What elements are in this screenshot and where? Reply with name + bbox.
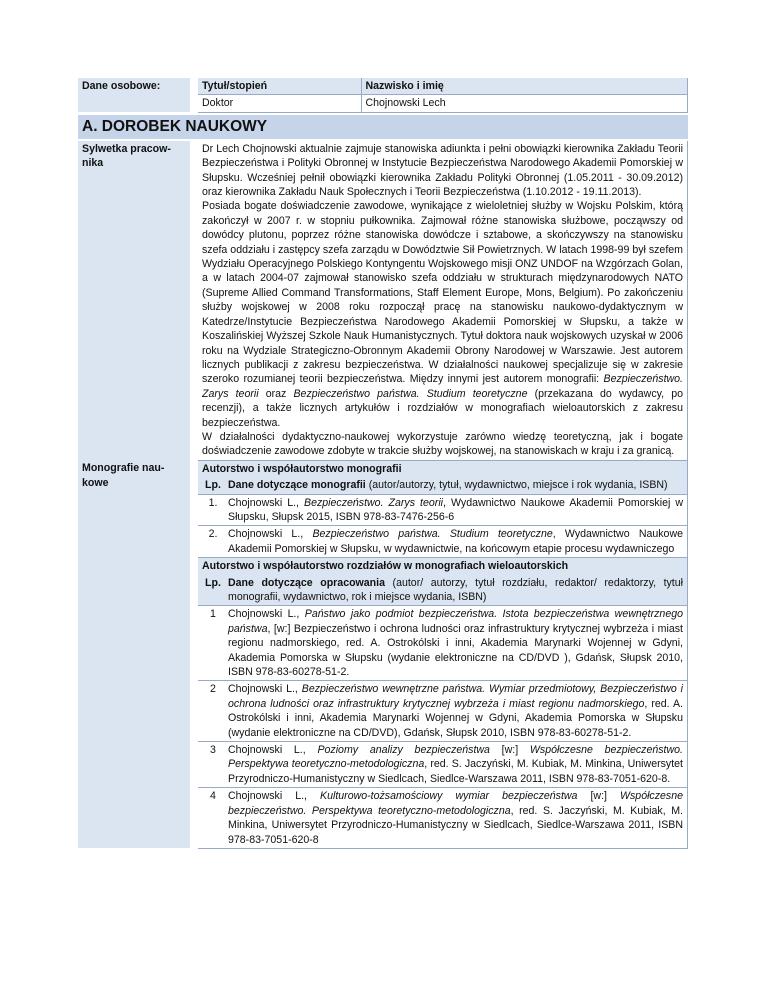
profile-label: Sylwetka pracow- nika xyxy=(78,141,190,460)
item-details: , Wydawnictwo Naukowe Akademii Pomorskiej w Słupsku, Słupsk 2015, ISBN 978-83-7476-256-6 xyxy=(228,496,683,523)
monographs-label: Monografie nau- kowe xyxy=(78,460,190,848)
monographs-content xyxy=(198,460,688,848)
profile-p2-tail: (przekazana do wydawcy, po recenzji), a także licznych artykułów i rozdziałów w monografiach wieloautorskich z zakresu bezpieczeństwa. xyxy=(202,387,683,429)
name-header: Nazwisko i imię xyxy=(361,78,688,95)
personal-data-label: Dane osobowe: xyxy=(78,78,190,112)
degree-header: Tytuł/stopień xyxy=(198,78,361,95)
item-author: Chojnowski L., xyxy=(228,496,305,509)
personal-data-table xyxy=(78,78,688,113)
item-title: Bezpieczeństwo państwa. Studium teoretyczne xyxy=(312,528,553,541)
chapter-header-rest: (autor/ autorzy, tytuł rozdziału, redaktor/ redaktorzy, tytuł monografii, wydawnictwo, rok i miejsce wydania, ISBN) xyxy=(228,576,683,603)
profile-p2-join: oraz xyxy=(258,387,294,400)
list-item xyxy=(198,680,687,741)
item-details: , red. A. Ostrokólski i inni, Akademia Marynarki Wojennej w Gdyni, Akademia Pomorska w Słupsku (wydanie elektroniczne na CD/DVD), Gdańsk, Słupsk 2010, ISBN 978-83-60278-51-2. xyxy=(228,697,683,739)
document-sheet xyxy=(78,78,688,849)
item-author: Chojnowski L., xyxy=(228,683,302,696)
monograph-title-2: Bezpieczeństwo państwa. Studium teoretyczne xyxy=(293,387,528,400)
item-connector: [w:] xyxy=(577,790,620,803)
item-text xyxy=(228,496,687,525)
item-book-title: Współczesne bezpieczeństwo. Perspektywa teoretyczno-metodologiczna xyxy=(228,744,683,771)
item-title: Poziomy analizy bezpieczeństwa xyxy=(317,744,490,757)
item-text xyxy=(228,527,687,556)
item-number: 1. xyxy=(208,496,218,509)
list-item xyxy=(198,787,687,848)
lp-header: Lp. xyxy=(205,479,221,492)
list-item xyxy=(198,525,687,557)
section-title: A. DOROBEK NAUKOWY xyxy=(78,115,688,139)
chapter-header-bold: Dane dotyczące opracowania xyxy=(228,576,385,589)
item-author: Chojnowski L., xyxy=(228,608,305,621)
item-number: 2 xyxy=(210,683,216,696)
item-text xyxy=(228,607,687,679)
item-title: Państwo jako podmiot bezpieczeństwa. Istota bezpieczeństwa wewnętrznego państwa xyxy=(228,608,683,635)
name-value: Chojnowski Lech xyxy=(361,95,688,112)
list-item xyxy=(198,494,687,526)
monograph-header-bold: Dane dotyczące monografii xyxy=(228,479,366,492)
item-details: , red. S. Jaczyński, M. Kubiak, M. Minkina, Uniwersytet Przyrodniczo-Humanistyczny w Siedlcach, Siedlce-Warszawa 2011, ISBN 978-83-7051-620-8. xyxy=(228,758,683,785)
chapters-subheading: Autorstwo i współautorstwo rozdziałów w monografiach wieloautorskich xyxy=(198,557,687,574)
item-connector: [w:] xyxy=(489,744,530,757)
item-text xyxy=(228,682,687,740)
item-text xyxy=(228,789,687,847)
item-number: 1 xyxy=(210,608,216,621)
monograph-header-rest: (autor/autorzy, tytuł, wydawnictwo, miejsce i rok wydania, ISBN) xyxy=(365,479,668,492)
item-book-title: Współczesne bezpieczeństwo. Perspektywa teoretyczno-metodologiczna xyxy=(228,790,683,817)
item-number: 3 xyxy=(210,744,216,757)
monograph-title-1: Bezpieczeństwo. Zarys teorii xyxy=(202,373,683,400)
chapter-data-header xyxy=(228,576,687,605)
item-author: Chojnowski L., xyxy=(228,528,313,541)
item-title: Kulturowo-tożsamościowy wymiar bezpieczeństwa xyxy=(320,790,578,803)
profile-paragraph-2 xyxy=(202,199,683,430)
list-item xyxy=(198,605,687,680)
item-title: Bezpieczeństwo wewnętrzne państwa. Wymiar przedmiotowy, Bezpieczeństwo i ochrona ludności oraz infrastruktury krytycznej wybrzeża i miast regionu nadmorskiego xyxy=(228,683,683,710)
item-details: , [w:] Bezpieczeństwo i ochrona ludności oraz infrastruktury krytycznej wybrzeża i miast regionu nadmorskiego, red. A. Ostrokólski i inni, Akademia Marynarki Wojennej w Gdyni, Akademia Pomorska w Słupsku (wydanie elektroniczne na CD/DVD ), Gdańsk, Słupsk 2010, ISBN 978-83-60278-51-2. xyxy=(228,622,683,679)
chapters-table-header xyxy=(198,575,687,606)
item-details: , Wydawnictwo Naukowe Akademii Pomorskiej w Słupsku, w wydawnictwie, na końcowym etapie procesu wydawniczego xyxy=(228,528,683,555)
degree-value: Doktor xyxy=(198,95,361,112)
item-details: , red. S. Jaczyński, M. Kubiak, M. Minkina, Uniwersytet Przyrodniczo-Humanistyczny w Siedlcach, Siedlce-Warszawa 2011, ISBN 978-83-7051-620-8 xyxy=(228,804,683,846)
item-text xyxy=(228,743,687,786)
lp-header: Lp. xyxy=(205,576,221,589)
list-item xyxy=(198,741,687,787)
profile-text xyxy=(198,141,688,460)
item-author: Chojnowski L., xyxy=(228,790,321,803)
monographs-subheading: Autorstwo i współautorstwo monografii xyxy=(198,461,687,477)
monographs-table-header xyxy=(198,477,687,493)
profile-paragraph-3: W działalności dydaktyczno-naukowej wykorzystuje zarówno wiedzę teoretyczną, jak i bogate doświadczenie zawodowe zdobyte w trakcie służby wojskowej, na stanowiskach w kraju i za granicą. xyxy=(202,430,683,458)
profile-p2-text: Posiada bogate doświadczenie zawodowe, wynikające z wieloletniej służby w Wojsku Polskim, którą zakończył w 2007 r. w stopniu pułkownika. Zajmował różne stanowiska służbowe, począwszy od dowódcy plutonu, poprzez różne stanowiska dowódcze i sztabowe, a skończywszy na stanowisku szefa oddziału i zastępcy szefa zarządu w Dowództwie Sił Powietrznych. W latach 1998-99 był szefem Wydziału Operacyjnego Polskiego Kontyngentu Wojskowego misji ONZ UNDOF na Wzgórzach Golan, a w latach 2004-07 zajmował stanowisko szefa oddziału w strukturach międzynarodowych NATO (Supreme Allied Command Transformations, Staff Element Europe, Mons, Belgium). Po zakończeniu służby wojskowej w 2008 roku rozpoczął pracę na stanowisku naukowo-dydaktycznym w Katedrze/Instytucie Bezpieczeństwa Narodowego Akademii Pomorskiej w Słupsku, a także w Koszalińskiej Wyższej Szkole Nauk Humanistycznych. Tytuł doktora nauk wojskowych uzyskał w 2006 roku na Wydziale Strategiczno-Obronnym Akademii Obrony Narodowej w Warszawie. Jest autorem licznych publikacji z zakresu bezpieczeństwa. W działalności naukowej specjalizuje się w zakresie szeroko rozumianej teorii bezpieczeństwa. Między innymi jest autorem monografii: xyxy=(202,200,683,386)
item-number: 4 xyxy=(210,790,216,803)
item-number: 2. xyxy=(208,528,218,541)
monograph-data-header xyxy=(228,478,687,492)
item-title: Bezpieczeństwo. Zarys teorii xyxy=(304,496,444,509)
profile-paragraph-1: Dr Lech Chojnowski aktualnie zajmuje stanowiska adiunkta i pełni obowiązki kierownika Zakładu Teorii Bezpieczeństwa i Polityki Obronnej w Instytucie Bezpieczeństwa Narodowego Akademii Pomorskiej w Słupsku. Wcześniej pełnił obowiązki kierownika Zakładu Polityki Obronnej (1.05.2011 - 30.09.2012) oraz kierownika Zakładu Nauk Społecznych i Teorii Bezpieczeństwa (1.10.2012 - 19.11.2013). xyxy=(202,142,683,199)
item-author: Chojnowski L., xyxy=(228,744,318,757)
main-table xyxy=(78,141,688,849)
